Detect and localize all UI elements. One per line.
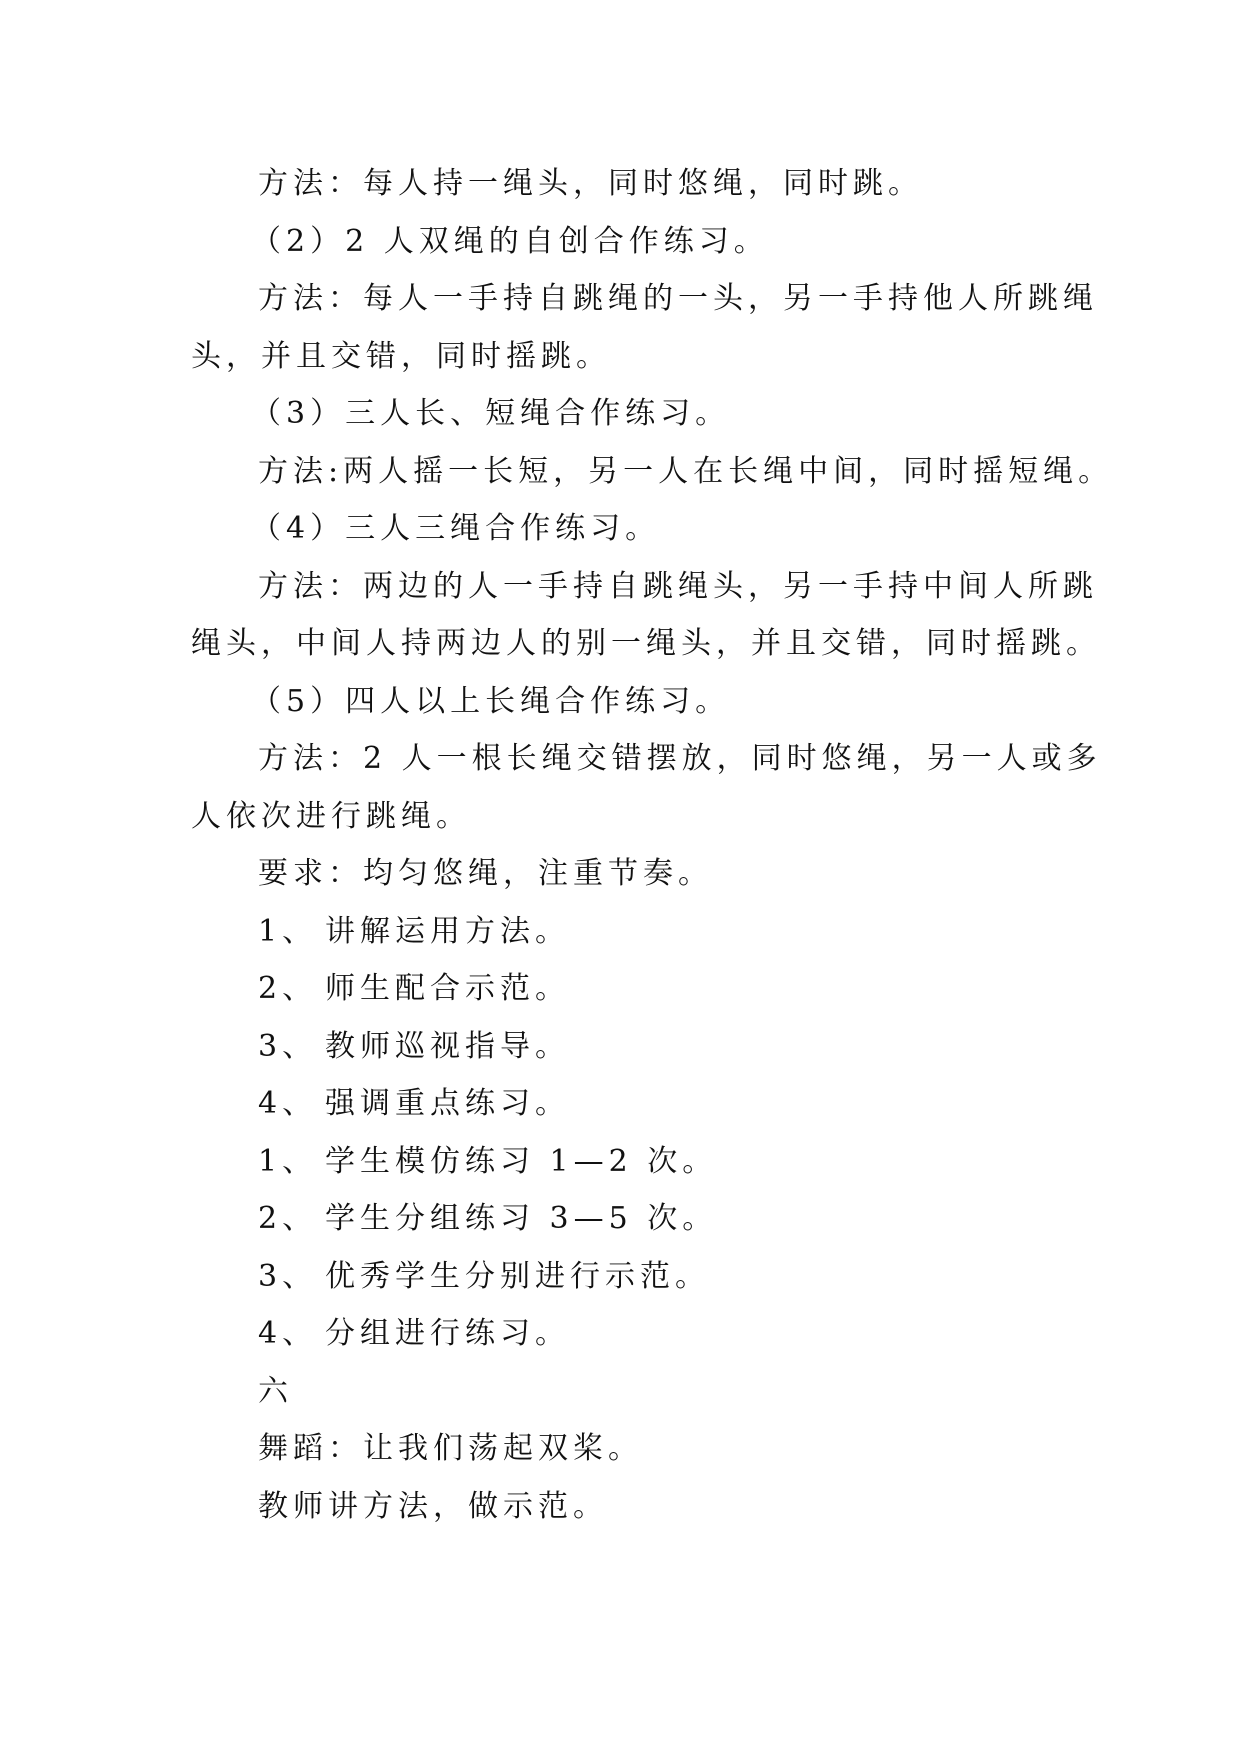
- step-number: 4、: [258, 1086, 318, 1121]
- step-number: 3、: [258, 1028, 318, 1064]
- exercise-heading: （2）2 人双绳的自创合作练习。: [251, 223, 769, 259]
- method-line: 方法：2 人一根长绳交错摆放，同时悠绳，另一人或多: [258, 741, 1102, 776]
- teacher-step: [191, 1018, 1071, 1076]
- method-line: 方法：每人持一绳头，同时悠绳，同时跳。: [258, 166, 923, 201]
- dance-line: 舞蹈：让我们荡起双桨。: [258, 1431, 643, 1466]
- step-text: 讲解运用方法。: [325, 913, 570, 949]
- step-text: 强调重点练习。: [325, 1086, 570, 1121]
- step-number: 3、: [258, 1258, 318, 1294]
- step-number: 1、: [258, 913, 318, 949]
- method-line: 方法:两人摇一长短，另一人在长绳中间，同时摇短绳。: [258, 453, 1114, 489]
- student-step: [191, 1305, 1071, 1363]
- exercise-heading: （3）三人长、短绳合作练习。: [251, 396, 731, 431]
- step-number: 4、: [258, 1316, 318, 1351]
- student-step: [191, 1248, 1071, 1306]
- student-step: [191, 1190, 1071, 1248]
- step-text: 分组进行练习。: [325, 1316, 570, 1351]
- section-heading: 六: [258, 1373, 293, 1409]
- student-step: [191, 1133, 1071, 1191]
- step-text: 学生模仿练习 1—2 次。: [325, 1143, 718, 1179]
- method-line: 方法：每人一手持自跳绳的一头，另一手持他人所跳绳: [258, 281, 1098, 316]
- exercise-heading: （4）三人三绳合作练习。: [251, 511, 661, 546]
- method-line: 方法：两边的人一手持自跳绳头，另一手持中间人所跳: [258, 568, 1098, 604]
- step-number: 1、: [258, 1143, 318, 1179]
- step-text: 教师巡视指导。: [325, 1028, 570, 1064]
- teacher-method-line: 教师讲方法，做示范。: [258, 1488, 608, 1524]
- step-number: 2、: [258, 971, 318, 1006]
- teacher-step: [191, 903, 1071, 961]
- method-line-continued: 绳头，中间人持两边人的别一绳头，并且交错，同时摇跳。: [191, 626, 1101, 661]
- step-text: 师生配合示范。: [325, 971, 570, 1006]
- step-number: 2、: [258, 1201, 318, 1236]
- requirement-line: 要求：均匀悠绳，注重节奏。: [258, 856, 713, 891]
- step-text: 优秀学生分别进行示范。: [325, 1258, 710, 1294]
- exercise-heading: （5）四人以上长绳合作练习。: [251, 683, 731, 719]
- teacher-step: [191, 1075, 1071, 1133]
- teacher-step: [191, 960, 1071, 1018]
- method-line-continued: 头，并且交错，同时摇跳。: [191, 338, 611, 374]
- document-body: [191, 155, 1114, 1535]
- method-line-continued: 人依次进行跳绳。: [191, 798, 471, 834]
- step-text: 学生分组练习 3—5 次。: [325, 1201, 718, 1236]
